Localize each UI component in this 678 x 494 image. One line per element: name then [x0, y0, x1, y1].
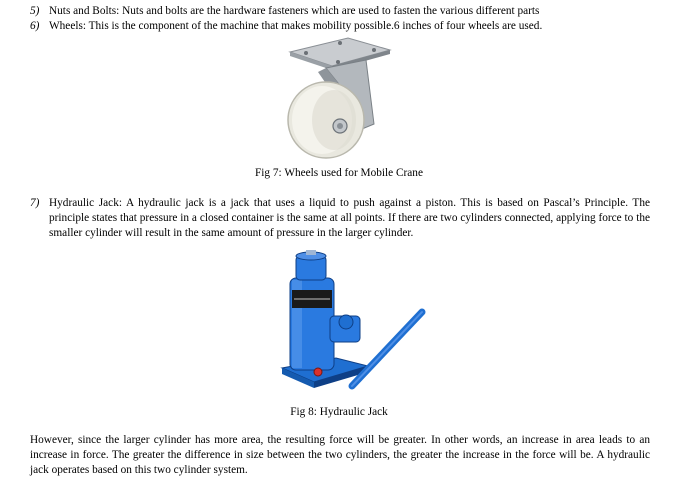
list-item-nuts-bolts: [30, 4, 650, 19]
list-text: Wheels: This is the component of the machine that makes mobility possible.6 inches of four wheels are used.: [49, 20, 543, 32]
list-text: Hydraulic Jack: A hydraulic jack is a jack that uses a liquid to push against a piston. This is based on Pascal’s Principle. The principle states that pressure in a closed container is the same at all points. If there are two cylinders connected, applying force to the smaller cylinder will result in the same amount of pressure in the larger cylinder.: [49, 197, 650, 239]
hydraulic-jack-image: [278, 250, 434, 398]
list-number: 6): [30, 20, 40, 32]
figure-caption-8: Fig 8: Hydraulic Jack: [290, 406, 388, 418]
list-item-wheels: [30, 19, 650, 34]
release-valve: [314, 368, 322, 376]
caster-wheel-image: [278, 38, 398, 160]
list-item-hydraulic-jack: [30, 196, 650, 241]
body-paragraph: However, since the larger cylinder has more area, the resulting force will be greater. In other words, an increase in area leads to an increase in force. The greater the difference in size between the two cylinders, the greater the increase in the force will be. A hydraulic jack operates based on this two cylinder system.: [30, 434, 650, 476]
list-number: 5): [30, 5, 40, 17]
list-text: Nuts and Bolts: Nuts and bolts are the hardware fasteners which are used to fasten the various different parts: [49, 5, 540, 17]
list-number: 7): [30, 197, 40, 209]
figure-caption-7: Fig 7: Wheels used for Mobile Crane: [255, 167, 423, 179]
